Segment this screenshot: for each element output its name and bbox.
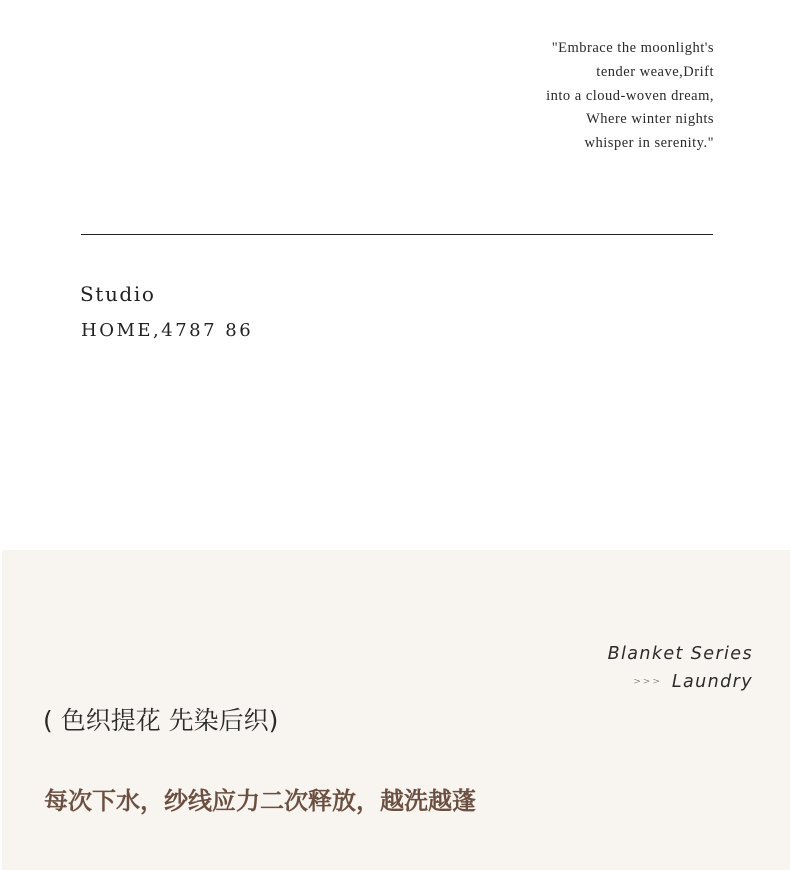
horizontal-divider [81,234,713,235]
series-subtitle-line [608,668,753,696]
poem-quote [454,37,714,156]
technique-label: ( 色织提花 先染后织) [43,706,279,735]
quote-line: tender weave,Drift [596,63,714,80]
panel-edge [0,550,2,870]
series-title: Blanket Series [607,644,753,664]
series-label [608,640,753,696]
quote-line: whisper in serenity." [584,135,714,152]
quote-line: into a cloud-woven dream, [546,87,714,104]
series-subtitle: Laundry [671,672,753,692]
studio-title: Studio [80,282,156,306]
quote-line: Where winter nights [586,111,714,128]
chevrons-right-icon: >>> [633,677,662,687]
quote-line: "Embrace the moonlight's [551,40,714,56]
product-tagline: 每次下水，纱线应力二次释放，越洗越蓬 [44,787,476,815]
studio-address: HOME,4787 86 [81,320,254,341]
